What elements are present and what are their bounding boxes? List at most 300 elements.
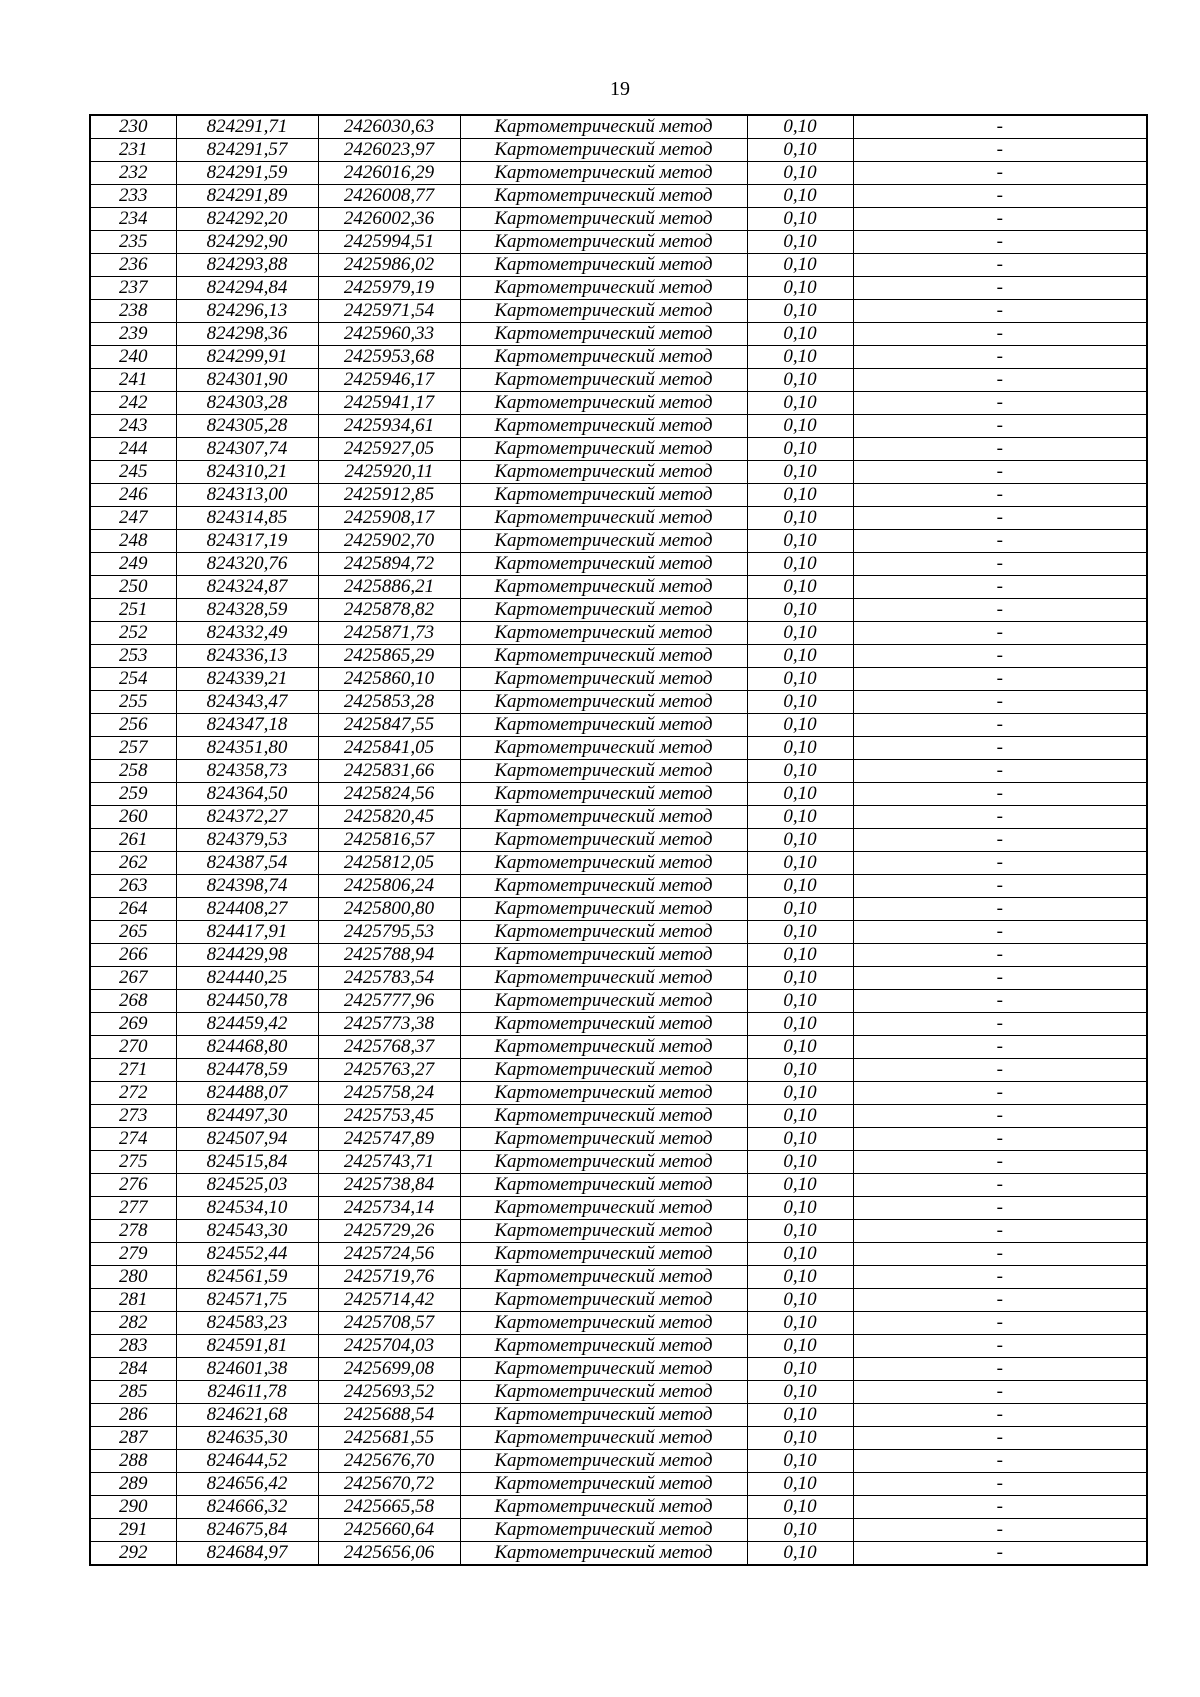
point-number-cell: 282: [90, 1312, 176, 1335]
y-coordinate-cell: 2425960,33: [318, 323, 460, 346]
description-cell: -: [853, 921, 1147, 944]
accuracy-cell: 0,10: [747, 392, 853, 415]
point-number-cell: 269: [90, 1013, 176, 1036]
accuracy-cell: 0,10: [747, 438, 853, 461]
y-coordinate-cell: 2426030,63: [318, 115, 460, 139]
point-number-cell: 252: [90, 622, 176, 645]
accuracy-cell: 0,10: [747, 553, 853, 576]
point-number-cell: 284: [90, 1358, 176, 1381]
x-coordinate-cell: 824429,98: [176, 944, 318, 967]
description-cell: -: [853, 1128, 1147, 1151]
method-cell: Картометрический метод: [460, 1381, 747, 1404]
y-coordinate-cell: 2425656,06: [318, 1542, 460, 1566]
accuracy-cell: 0,10: [747, 898, 853, 921]
description-cell: -: [853, 622, 1147, 645]
method-cell: Картометрический метод: [460, 898, 747, 921]
method-cell: Картометрический метод: [460, 829, 747, 852]
method-cell: Картометрический метод: [460, 185, 747, 208]
table-row: [90, 369, 1147, 392]
x-coordinate-cell: 824296,13: [176, 300, 318, 323]
table-row: [90, 1036, 1147, 1059]
table-row: [90, 415, 1147, 438]
description-cell: -: [853, 599, 1147, 622]
x-coordinate-cell: 824635,30: [176, 1427, 318, 1450]
point-number-cell: 242: [90, 392, 176, 415]
accuracy-cell: 0,10: [747, 829, 853, 852]
x-coordinate-cell: 824488,07: [176, 1082, 318, 1105]
x-coordinate-cell: 824440,25: [176, 967, 318, 990]
point-number-cell: 247: [90, 507, 176, 530]
table-row: [90, 507, 1147, 530]
accuracy-cell: 0,10: [747, 1473, 853, 1496]
accuracy-cell: 0,10: [747, 507, 853, 530]
method-cell: Картометрический метод: [460, 208, 747, 231]
x-coordinate-cell: 824552,44: [176, 1243, 318, 1266]
method-cell: Картометрический метод: [460, 323, 747, 346]
description-cell: -: [853, 829, 1147, 852]
accuracy-cell: 0,10: [747, 1312, 853, 1335]
table-row: [90, 1427, 1147, 1450]
y-coordinate-cell: 2425719,76: [318, 1266, 460, 1289]
x-coordinate-cell: 824459,42: [176, 1013, 318, 1036]
table-row: [90, 208, 1147, 231]
description-cell: -: [853, 1381, 1147, 1404]
description-cell: -: [853, 1036, 1147, 1059]
method-cell: Картометрический метод: [460, 1335, 747, 1358]
accuracy-cell: 0,10: [747, 1105, 853, 1128]
description-cell: -: [853, 898, 1147, 921]
method-cell: Картометрический метод: [460, 691, 747, 714]
point-number-cell: 261: [90, 829, 176, 852]
method-cell: Картометрический метод: [460, 599, 747, 622]
point-number-cell: 256: [90, 714, 176, 737]
accuracy-cell: 0,10: [747, 415, 853, 438]
method-cell: Картометрический метод: [460, 1105, 747, 1128]
y-coordinate-cell: 2425806,24: [318, 875, 460, 898]
table-row: [90, 162, 1147, 185]
y-coordinate-cell: 2425912,85: [318, 484, 460, 507]
table-row: [90, 898, 1147, 921]
x-coordinate-cell: 824507,94: [176, 1128, 318, 1151]
description-cell: -: [853, 645, 1147, 668]
point-number-cell: 267: [90, 967, 176, 990]
point-number-cell: 285: [90, 1381, 176, 1404]
x-coordinate-cell: 824294,84: [176, 277, 318, 300]
point-number-cell: 270: [90, 1036, 176, 1059]
x-coordinate-cell: 824364,50: [176, 783, 318, 806]
table-row: [90, 1542, 1147, 1566]
y-coordinate-cell: 2425847,55: [318, 714, 460, 737]
table-row: [90, 622, 1147, 645]
x-coordinate-cell: 824515,84: [176, 1151, 318, 1174]
point-number-cell: 255: [90, 691, 176, 714]
x-coordinate-cell: 824601,38: [176, 1358, 318, 1381]
point-number-cell: 271: [90, 1059, 176, 1082]
description-cell: -: [853, 875, 1147, 898]
table-row: [90, 438, 1147, 461]
table-row: [90, 530, 1147, 553]
method-cell: Картометрический метод: [460, 852, 747, 875]
y-coordinate-cell: 2425699,08: [318, 1358, 460, 1381]
description-cell: -: [853, 1243, 1147, 1266]
table-row: [90, 944, 1147, 967]
method-cell: Картометрический метод: [460, 921, 747, 944]
y-coordinate-cell: 2425708,57: [318, 1312, 460, 1335]
x-coordinate-cell: 824317,19: [176, 530, 318, 553]
description-cell: -: [853, 162, 1147, 185]
point-number-cell: 288: [90, 1450, 176, 1473]
x-coordinate-cell: 824675,84: [176, 1519, 318, 1542]
accuracy-cell: 0,10: [747, 1082, 853, 1105]
y-coordinate-cell: 2425729,26: [318, 1220, 460, 1243]
x-coordinate-cell: 824298,36: [176, 323, 318, 346]
table-row: [90, 1013, 1147, 1036]
x-coordinate-cell: 824292,90: [176, 231, 318, 254]
point-number-cell: 262: [90, 852, 176, 875]
description-cell: -: [853, 461, 1147, 484]
y-coordinate-cell: 2425688,54: [318, 1404, 460, 1427]
table-row: [90, 1450, 1147, 1473]
y-coordinate-cell: 2425941,17: [318, 392, 460, 415]
description-cell: -: [853, 852, 1147, 875]
point-number-cell: 265: [90, 921, 176, 944]
x-coordinate-cell: 824301,90: [176, 369, 318, 392]
x-coordinate-cell: 824343,47: [176, 691, 318, 714]
x-coordinate-cell: 824611,78: [176, 1381, 318, 1404]
accuracy-cell: 0,10: [747, 208, 853, 231]
table-row: [90, 139, 1147, 162]
point-number-cell: 238: [90, 300, 176, 323]
method-cell: Картометрический метод: [460, 1542, 747, 1566]
y-coordinate-cell: 2425693,52: [318, 1381, 460, 1404]
x-coordinate-cell: 824543,30: [176, 1220, 318, 1243]
method-cell: Картометрический метод: [460, 1312, 747, 1335]
point-number-cell: 249: [90, 553, 176, 576]
x-coordinate-cell: 824292,20: [176, 208, 318, 231]
accuracy-cell: 0,10: [747, 1519, 853, 1542]
accuracy-cell: 0,10: [747, 162, 853, 185]
description-cell: -: [853, 1427, 1147, 1450]
accuracy-cell: 0,10: [747, 1381, 853, 1404]
table-row: [90, 1312, 1147, 1335]
point-number-cell: 245: [90, 461, 176, 484]
table-row: [90, 1335, 1147, 1358]
x-coordinate-cell: 824591,81: [176, 1335, 318, 1358]
point-number-cell: 230: [90, 115, 176, 139]
accuracy-cell: 0,10: [747, 369, 853, 392]
description-cell: -: [853, 1496, 1147, 1519]
method-cell: Картометрический метод: [460, 1450, 747, 1473]
y-coordinate-cell: 2425773,38: [318, 1013, 460, 1036]
point-number-cell: 233: [90, 185, 176, 208]
accuracy-cell: 0,10: [747, 852, 853, 875]
point-number-cell: 280: [90, 1266, 176, 1289]
accuracy-cell: 0,10: [747, 1243, 853, 1266]
point-number-cell: 236: [90, 254, 176, 277]
method-cell: Картометрический метод: [460, 1404, 747, 1427]
point-number-cell: 286: [90, 1404, 176, 1427]
y-coordinate-cell: 2425934,61: [318, 415, 460, 438]
description-cell: -: [853, 484, 1147, 507]
y-coordinate-cell: 2425986,02: [318, 254, 460, 277]
description-cell: -: [853, 1013, 1147, 1036]
description-cell: -: [853, 1289, 1147, 1312]
description-cell: -: [853, 967, 1147, 990]
table-row: [90, 967, 1147, 990]
accuracy-cell: 0,10: [747, 1128, 853, 1151]
table-row: [90, 921, 1147, 944]
accuracy-cell: 0,10: [747, 1174, 853, 1197]
table-row: [90, 392, 1147, 415]
description-cell: -: [853, 1174, 1147, 1197]
y-coordinate-cell: 2426008,77: [318, 185, 460, 208]
accuracy-cell: 0,10: [747, 783, 853, 806]
y-coordinate-cell: 2425763,27: [318, 1059, 460, 1082]
method-cell: Картометрический метод: [460, 300, 747, 323]
method-cell: Картометрический метод: [460, 1059, 747, 1082]
x-coordinate-cell: 824293,88: [176, 254, 318, 277]
accuracy-cell: 0,10: [747, 1542, 853, 1566]
point-number-cell: 278: [90, 1220, 176, 1243]
coordinates-table-body: [90, 115, 1147, 1565]
method-cell: Картометрический метод: [460, 1036, 747, 1059]
table-row: [90, 691, 1147, 714]
table-row: [90, 185, 1147, 208]
method-cell: Картометрический метод: [460, 1519, 747, 1542]
method-cell: Картометрический метод: [460, 553, 747, 576]
y-coordinate-cell: 2425927,05: [318, 438, 460, 461]
point-number-cell: 253: [90, 645, 176, 668]
method-cell: Картометрический метод: [460, 115, 747, 139]
accuracy-cell: 0,10: [747, 645, 853, 668]
point-number-cell: 237: [90, 277, 176, 300]
method-cell: Картометрический метод: [460, 438, 747, 461]
point-number-cell: 240: [90, 346, 176, 369]
description-cell: -: [853, 760, 1147, 783]
table-row: [90, 1381, 1147, 1404]
table-row: [90, 1243, 1147, 1266]
method-cell: Картометрический метод: [460, 645, 747, 668]
description-cell: -: [853, 990, 1147, 1013]
accuracy-cell: 0,10: [747, 599, 853, 622]
y-coordinate-cell: 2425820,45: [318, 806, 460, 829]
accuracy-cell: 0,10: [747, 139, 853, 162]
description-cell: -: [853, 1059, 1147, 1082]
point-number-cell: 239: [90, 323, 176, 346]
method-cell: Картометрический метод: [460, 346, 747, 369]
y-coordinate-cell: 2425734,14: [318, 1197, 460, 1220]
accuracy-cell: 0,10: [747, 1289, 853, 1312]
y-coordinate-cell: 2425800,80: [318, 898, 460, 921]
accuracy-cell: 0,10: [747, 576, 853, 599]
x-coordinate-cell: 824303,28: [176, 392, 318, 415]
accuracy-cell: 0,10: [747, 1335, 853, 1358]
point-number-cell: 287: [90, 1427, 176, 1450]
point-number-cell: 251: [90, 599, 176, 622]
point-number-cell: 243: [90, 415, 176, 438]
method-cell: Картометрический метод: [460, 714, 747, 737]
x-coordinate-cell: 824571,75: [176, 1289, 318, 1312]
accuracy-cell: 0,10: [747, 737, 853, 760]
description-cell: -: [853, 231, 1147, 254]
y-coordinate-cell: 2425946,17: [318, 369, 460, 392]
description-cell: -: [853, 115, 1147, 139]
table-row: [90, 714, 1147, 737]
description-cell: -: [853, 507, 1147, 530]
method-cell: Картометрический метод: [460, 944, 747, 967]
table-row: [90, 1220, 1147, 1243]
x-coordinate-cell: 824417,91: [176, 921, 318, 944]
y-coordinate-cell: 2425920,11: [318, 461, 460, 484]
table-row: [90, 990, 1147, 1013]
point-number-cell: 254: [90, 668, 176, 691]
table-row: [90, 1197, 1147, 1220]
method-cell: Картометрический метод: [460, 990, 747, 1013]
y-coordinate-cell: 2425894,72: [318, 553, 460, 576]
description-cell: -: [853, 369, 1147, 392]
y-coordinate-cell: 2425841,05: [318, 737, 460, 760]
description-cell: -: [853, 1404, 1147, 1427]
point-number-cell: 241: [90, 369, 176, 392]
accuracy-cell: 0,10: [747, 300, 853, 323]
accuracy-cell: 0,10: [747, 1496, 853, 1519]
method-cell: Картометрический метод: [460, 415, 747, 438]
table-row: [90, 668, 1147, 691]
accuracy-cell: 0,10: [747, 1059, 853, 1082]
table-row: [90, 1082, 1147, 1105]
y-coordinate-cell: 2425660,64: [318, 1519, 460, 1542]
y-coordinate-cell: 2425753,45: [318, 1105, 460, 1128]
accuracy-cell: 0,10: [747, 1151, 853, 1174]
method-cell: Картометрический метод: [460, 806, 747, 829]
method-cell: Картометрический метод: [460, 530, 747, 553]
method-cell: Картометрический метод: [460, 254, 747, 277]
accuracy-cell: 0,10: [747, 277, 853, 300]
table-row: [90, 1266, 1147, 1289]
description-cell: -: [853, 277, 1147, 300]
method-cell: Картометрический метод: [460, 1243, 747, 1266]
accuracy-cell: 0,10: [747, 760, 853, 783]
method-cell: Картометрический метод: [460, 1496, 747, 1519]
accuracy-cell: 0,10: [747, 1404, 853, 1427]
accuracy-cell: 0,10: [747, 346, 853, 369]
description-cell: -: [853, 1519, 1147, 1542]
x-coordinate-cell: 824666,32: [176, 1496, 318, 1519]
description-cell: -: [853, 208, 1147, 231]
method-cell: Картометрический метод: [460, 1358, 747, 1381]
method-cell: Картометрический метод: [460, 1197, 747, 1220]
description-cell: -: [853, 346, 1147, 369]
point-number-cell: 258: [90, 760, 176, 783]
x-coordinate-cell: 824291,71: [176, 115, 318, 139]
x-coordinate-cell: 824347,18: [176, 714, 318, 737]
x-coordinate-cell: 824328,59: [176, 599, 318, 622]
point-number-cell: 234: [90, 208, 176, 231]
x-coordinate-cell: 824450,78: [176, 990, 318, 1013]
y-coordinate-cell: 2425865,29: [318, 645, 460, 668]
point-number-cell: 291: [90, 1519, 176, 1542]
table-row: [90, 484, 1147, 507]
point-number-cell: 248: [90, 530, 176, 553]
point-number-cell: 273: [90, 1105, 176, 1128]
point-number-cell: 263: [90, 875, 176, 898]
description-cell: -: [853, 576, 1147, 599]
table-row: [90, 254, 1147, 277]
table-row: [90, 1519, 1147, 1542]
description-cell: -: [853, 553, 1147, 576]
table-row: [90, 1358, 1147, 1381]
point-number-cell: 264: [90, 898, 176, 921]
table-row: [90, 115, 1147, 139]
method-cell: Картометрический метод: [460, 576, 747, 599]
accuracy-cell: 0,10: [747, 1197, 853, 1220]
table-row: [90, 875, 1147, 898]
y-coordinate-cell: 2425783,54: [318, 967, 460, 990]
y-coordinate-cell: 2425681,55: [318, 1427, 460, 1450]
method-cell: Картометрический метод: [460, 1128, 747, 1151]
accuracy-cell: 0,10: [747, 668, 853, 691]
coordinates-table: [89, 114, 1148, 1566]
y-coordinate-cell: 2425824,56: [318, 783, 460, 806]
y-coordinate-cell: 2426023,97: [318, 139, 460, 162]
point-number-cell: 274: [90, 1128, 176, 1151]
point-number-cell: 244: [90, 438, 176, 461]
method-cell: Картометрический метод: [460, 277, 747, 300]
description-cell: -: [853, 1450, 1147, 1473]
accuracy-cell: 0,10: [747, 622, 853, 645]
x-coordinate-cell: 824408,27: [176, 898, 318, 921]
x-coordinate-cell: 824314,85: [176, 507, 318, 530]
x-coordinate-cell: 824351,80: [176, 737, 318, 760]
method-cell: Картометрический метод: [460, 139, 747, 162]
description-cell: -: [853, 737, 1147, 760]
page-number: 19: [610, 78, 630, 100]
accuracy-cell: 0,10: [747, 461, 853, 484]
accuracy-cell: 0,10: [747, 1036, 853, 1059]
x-coordinate-cell: 824372,27: [176, 806, 318, 829]
table-row: [90, 231, 1147, 254]
table-row: [90, 599, 1147, 622]
method-cell: Картометрический метод: [460, 1427, 747, 1450]
y-coordinate-cell: 2425871,73: [318, 622, 460, 645]
description-cell: -: [853, 714, 1147, 737]
description-cell: -: [853, 1335, 1147, 1358]
description-cell: -: [853, 438, 1147, 461]
accuracy-cell: 0,10: [747, 1358, 853, 1381]
accuracy-cell: 0,10: [747, 231, 853, 254]
point-number-cell: 257: [90, 737, 176, 760]
description-cell: -: [853, 415, 1147, 438]
method-cell: Картометрический метод: [460, 1174, 747, 1197]
accuracy-cell: 0,10: [747, 714, 853, 737]
method-cell: Картометрический метод: [460, 737, 747, 760]
y-coordinate-cell: 2425704,03: [318, 1335, 460, 1358]
x-coordinate-cell: 824656,42: [176, 1473, 318, 1496]
x-coordinate-cell: 824398,74: [176, 875, 318, 898]
y-coordinate-cell: 2425994,51: [318, 231, 460, 254]
method-cell: Картометрический метод: [460, 1266, 747, 1289]
accuracy-cell: 0,10: [747, 185, 853, 208]
method-cell: Картометрический метод: [460, 1473, 747, 1496]
description-cell: -: [853, 944, 1147, 967]
x-coordinate-cell: 824644,52: [176, 1450, 318, 1473]
accuracy-cell: 0,10: [747, 115, 853, 139]
x-coordinate-cell: 824358,73: [176, 760, 318, 783]
y-coordinate-cell: 2425878,82: [318, 599, 460, 622]
method-cell: Картометрический метод: [460, 622, 747, 645]
table-row: [90, 852, 1147, 875]
x-coordinate-cell: 824320,76: [176, 553, 318, 576]
